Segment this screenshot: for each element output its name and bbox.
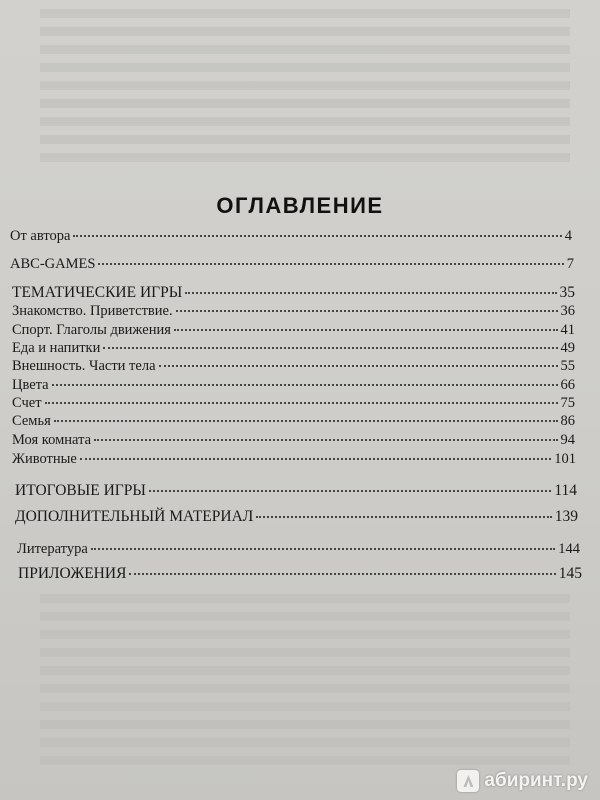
labirint-logo-icon	[457, 770, 479, 792]
toc-entry-label: Моя комната	[12, 432, 92, 448]
toc-entry-page: 101	[554, 451, 576, 467]
toc-entry	[12, 339, 575, 357]
toc-entry	[12, 376, 575, 394]
toc-leader-dots	[159, 365, 558, 367]
toc-entry-label: Животные	[12, 451, 77, 467]
toc-entry-label: Спорт. Глаголы движения	[12, 322, 171, 338]
toc-entry	[12, 431, 575, 449]
toc-entry-page: 41	[560, 322, 575, 338]
toc-entry	[15, 482, 577, 500]
toc-entry	[10, 227, 572, 245]
toc-entry-label: От автора	[10, 228, 71, 244]
toc-leader-dots	[52, 384, 558, 386]
toc-leader-dots	[185, 292, 556, 294]
toc-entry-label: Еда и напитки	[12, 340, 101, 356]
toc-leader-dots	[45, 402, 558, 404]
toc-entry-label: Литература	[17, 541, 88, 557]
toc-entry	[18, 565, 582, 583]
toc-leader-dots	[174, 329, 558, 331]
toc-entry-page: 139	[554, 508, 578, 525]
toc-entry-page: 75	[560, 395, 575, 411]
toc-entry-label: ABC-GAMES	[10, 256, 96, 272]
toc-leader-dots	[91, 548, 555, 550]
toc-entry	[12, 284, 575, 302]
toc-leader-dots	[80, 458, 551, 460]
toc-entry-page: 7	[566, 256, 574, 272]
toc-leader-dots	[129, 573, 555, 575]
watermark	[457, 770, 588, 792]
toc-entry	[12, 412, 575, 430]
toc-entry	[12, 394, 575, 412]
toc-leader-dots	[256, 516, 551, 518]
toc-entry-label: Семья	[12, 413, 51, 429]
toc-leader-dots	[94, 439, 557, 441]
toc-entry	[12, 357, 575, 375]
toc-entry	[12, 450, 576, 468]
toc-leader-dots	[176, 310, 558, 312]
toc-entry-label: ИТОГОВЫЕ ИГРЫ	[15, 482, 146, 499]
toc-entry-label: Счет	[12, 395, 42, 411]
toc-entry-label: Знакомство. Приветствие.	[12, 303, 173, 319]
toc-entry-page: 66	[560, 377, 575, 393]
toc-entry-page: 4	[564, 228, 572, 244]
toc-entry-page: 49	[560, 340, 575, 356]
toc-entry-label: Внешность. Части тела	[12, 358, 156, 374]
page-title: ОГЛАВЛЕНИЕ	[216, 193, 384, 218]
toc-entry	[17, 540, 580, 558]
toc-entry	[12, 321, 575, 339]
toc-entry-page: 144	[558, 541, 580, 557]
toc-entry-page: 145	[558, 565, 582, 582]
toc-leader-dots	[54, 420, 558, 422]
toc-entry-label: ТЕМАТИЧЕСКИЕ ИГРЫ	[12, 284, 183, 301]
toc-entry-page: 36	[560, 303, 575, 319]
toc-leader-dots	[73, 235, 561, 237]
toc-leader-dots	[98, 263, 563, 265]
toc-entry-page: 86	[560, 413, 575, 429]
toc-leader-dots	[149, 490, 551, 492]
toc-entry-label: ПРИЛОЖЕНИЯ	[18, 565, 127, 582]
toc-entry-label: ДОПОЛНИТЕЛЬНЫЙ МАТЕРИАЛ	[15, 508, 254, 525]
toc-entry	[12, 302, 575, 320]
toc-leader-dots	[103, 347, 557, 349]
watermark-text: абиринт.ру	[484, 770, 588, 791]
toc-entry-page: 55	[560, 358, 575, 374]
toc-entry-page: 35	[559, 284, 575, 301]
toc-entry-label: Цвета	[12, 377, 49, 393]
toc-entry-page: 94	[560, 432, 575, 448]
toc-entry	[10, 255, 574, 273]
toc-entry-page: 114	[554, 482, 577, 499]
toc-entry	[15, 508, 578, 526]
